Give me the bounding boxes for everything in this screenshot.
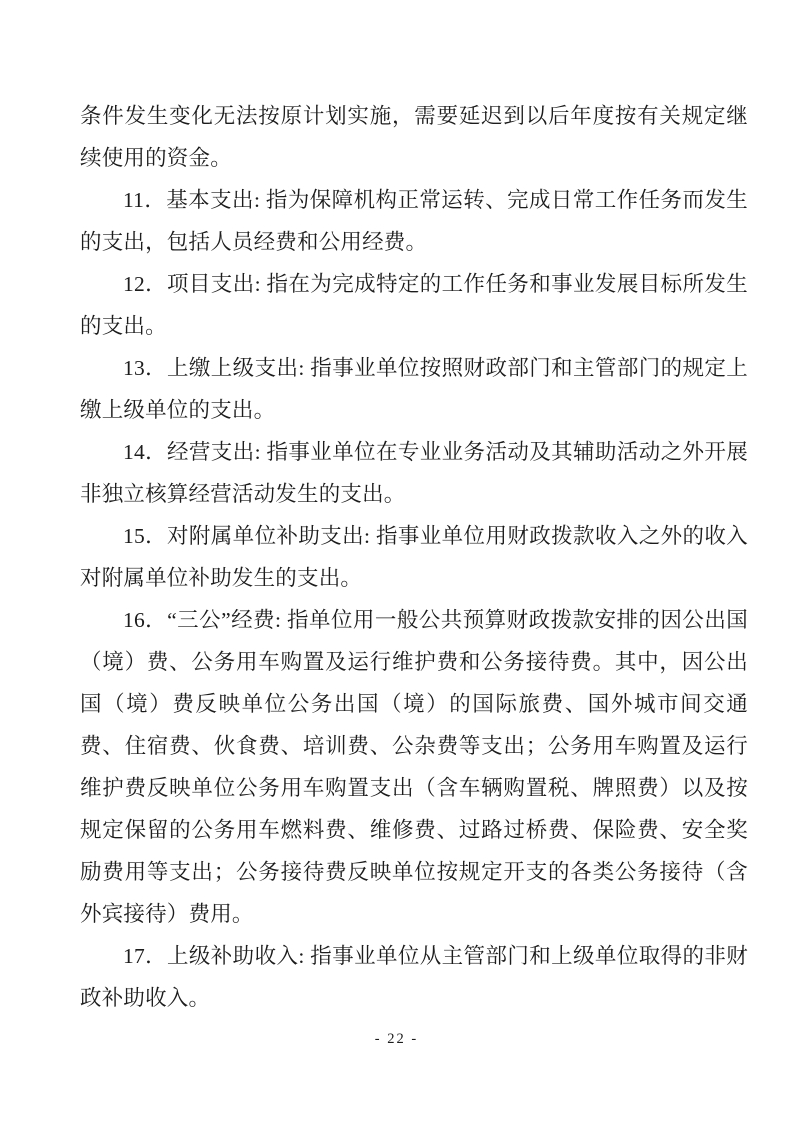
paragraph-item-17: 17．上级补助收入: 指事业单位从主管部门和上级单位取得的非财政补助收入。 <box>80 944 748 1010</box>
paragraph-item-13: 13．上缴上级支出: 指事业单位按照财政部门和主管部门的规定上缴上级单位的支出。 <box>80 356 748 422</box>
paragraph-continuation: 条件发生变化无法按原计划实施，需要延迟到以后年度按有关规定继续使用的资金。 <box>80 104 748 170</box>
paragraph-item-14: 14．经营支出: 指事业单位在专业业务活动及其辅助活动之外开展非独立核算经营活动发生的支出。 <box>80 440 748 506</box>
paragraph-item-11: 11．基本支出: 指为保障机构正常运转、完成日常工作任务而发生的支出，包括人员经费和公用经费。 <box>80 188 748 254</box>
paragraph-item-16: 16．“三公”经费: 指单位用一般公共预算财政拨款安排的因公出国（境）费、公务用车购置及运行维护费和公务接待费。其中，因公出国（境）费反映单位公务出国（境）的国际旅费、国外城市间交通费、住宿费、伙食费、培训费、公杂费等支出；公务用车购置及运行维护费反映单位公务用车购置支出（含车辆购置税、牌照费）以及按规定保留的公务用车燃料费、维修费、过路过桥费、保险费、安全奖励费用等支出；公务接待费反映单位按规定开支的各类公务接待（含外宾接待）费用。 <box>80 608 748 926</box>
document-body <box>80 95 748 1019</box>
paragraph-item-12: 12．项目支出: 指在为完成特定的工作任务和事业发展目标所发生的支出。 <box>80 272 748 338</box>
paragraph-item-15: 15．对附属单位补助支出: 指事业单位用财政拨款收入之外的收入对附属单位补助发生的支出。 <box>80 524 748 590</box>
page-number: - 22 - <box>374 1031 419 1047</box>
